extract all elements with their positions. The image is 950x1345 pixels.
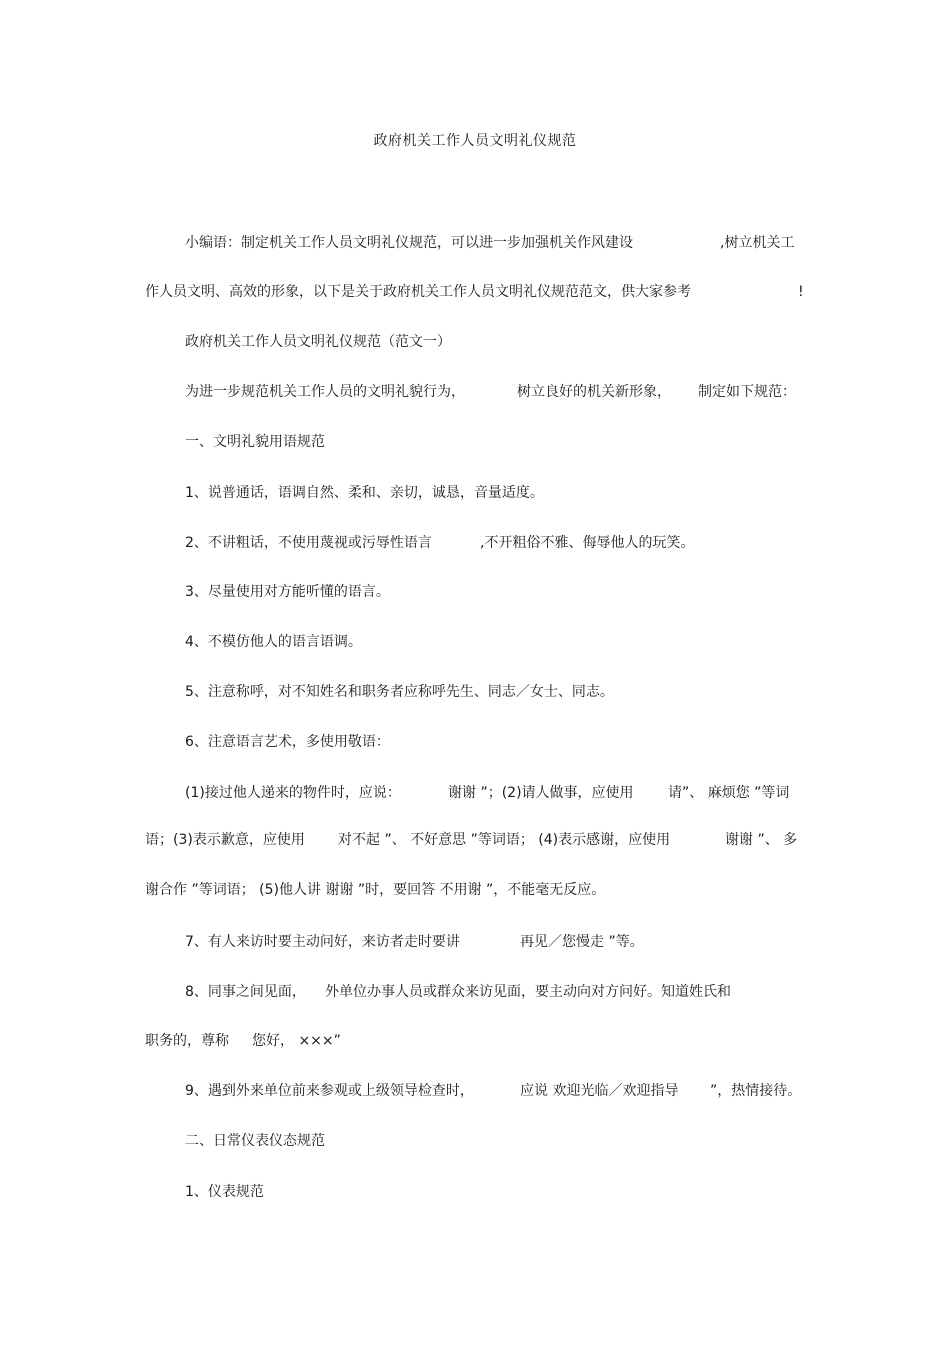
line-text: 6、注意语言艺术，多使用敬语：: [185, 734, 390, 750]
paragraph-line-tail: [720, 233, 794, 253]
line-text: 作人员文明、高效的形象，以下是关于政府机关工作人员文明礼仪规范范文，供大家参考: [145, 284, 691, 300]
paragraph-line: [145, 830, 305, 850]
paragraph-line-tail: [725, 830, 797, 850]
line-text: 为进一步规范机关工作人员的文明礼貌行为，: [185, 384, 465, 400]
paragraph-line: [145, 282, 691, 302]
line-text: 再见／您慢走 ”等。: [520, 934, 644, 950]
line-text: ”，热情接待。: [710, 1083, 802, 1099]
document-title: 政府机关工作人员文明礼仪规范: [373, 133, 577, 149]
paragraph-line-mid: [448, 783, 634, 803]
line-text: 1、仪表规范: [185, 1184, 264, 1200]
line-text: 谢谢 ”、 多: [725, 832, 798, 848]
line-text: 语；(3)表示歉意，应使用: [145, 832, 305, 848]
line-text: !: [798, 284, 804, 300]
section-subtitle: [185, 332, 451, 352]
list-item: [185, 1182, 264, 1202]
list-item: [185, 682, 614, 702]
paragraph-line-mid: [338, 830, 670, 850]
line-text: 政府机关工作人员文明礼仪规范（范文一）: [185, 334, 451, 350]
list-item-tail: [480, 533, 694, 553]
line-text: 8、同事之间见面，: [185, 984, 306, 1000]
paragraph-line-tail: [698, 382, 796, 402]
line-text: 对不起 ”、 不好意思 ”等词语； (4)表示感谢，应使用: [338, 832, 671, 848]
line-text: 应说 欢迎光临／欢迎指导: [520, 1083, 679, 1099]
list-item: [185, 483, 544, 503]
line-text: 一、文明礼貌用语规范: [185, 434, 325, 450]
line-text: 3、尽量使用对方能听懂的语言。: [185, 584, 390, 600]
section-heading: [185, 432, 325, 452]
list-item-tail: [520, 932, 644, 952]
line-text: 7、有人来访时要主动问好，来访者走时要讲: [185, 934, 460, 950]
line-text: 5、注意称呼，对不知姓名和职务者应称呼先生、同志／女士、同志。: [185, 684, 614, 700]
paragraph-line-mid: [517, 382, 671, 402]
list-item-tail: [710, 1081, 801, 1101]
list-item: [185, 732, 390, 752]
paragraph-line: [145, 1031, 229, 1051]
line-text: 谢合作 ”等词语； (5)他人讲 谢谢 ”时，要回答 不用谢 ”，不能毫无反应。: [145, 882, 606, 898]
line-text: 职务的，尊称: [145, 1033, 229, 1049]
section-heading: [185, 1131, 325, 1151]
line-text: 您好， ×××”: [252, 1033, 341, 1049]
line-text: 请”、 麻烦您 ”等词: [668, 785, 790, 801]
line-text: 谢谢 ”；(2)请人做事，应使用: [448, 785, 634, 801]
line-text: 二、日常仪表仪态规范: [185, 1133, 325, 1149]
list-item: [185, 582, 390, 602]
paragraph-line-tail: [798, 282, 804, 302]
line-text: ,树立机关工: [720, 235, 795, 251]
line-text: 小编语：制定机关工作人员文明礼仪规范，可以进一步加强机关作风建设: [185, 235, 633, 251]
list-item: [185, 932, 460, 952]
list-item-tail: [325, 982, 731, 1002]
list-item: [185, 533, 432, 553]
list-item: [185, 1081, 474, 1101]
list-item-mid: [520, 1081, 678, 1101]
list-item: [185, 982, 306, 1002]
line-text: 制定如下规范：: [698, 384, 796, 400]
paragraph-line: [145, 880, 605, 900]
list-item: [185, 632, 362, 652]
paragraph-line-tail: [252, 1031, 341, 1051]
line-text: ,不开粗俗不雅、侮辱他人的玩笑。: [480, 535, 695, 551]
line-text: 1、说普通话，语调自然、柔和、亲切，诚恳，音量适度。: [185, 485, 544, 501]
paragraph-line: [185, 233, 633, 253]
paragraph-line: [185, 382, 465, 402]
line-text: 9、遇到外来单位前来参观或上级领导检查时，: [185, 1083, 474, 1099]
paragraph-line: [185, 783, 401, 803]
line-text: 外单位办事人员或群众来访见面，要主动向对方问好。知道姓氏和: [325, 984, 731, 1000]
line-text: 2、不讲粗话，不使用蔑视或污辱性语言: [185, 535, 432, 551]
line-text: 4、不模仿他人的语言语调。: [185, 634, 362, 650]
paragraph-line-tail: [668, 783, 789, 803]
line-text: 树立良好的机关新形象，: [517, 384, 671, 400]
line-text: (1)接过他人递来的物件时，应说：: [185, 785, 401, 801]
